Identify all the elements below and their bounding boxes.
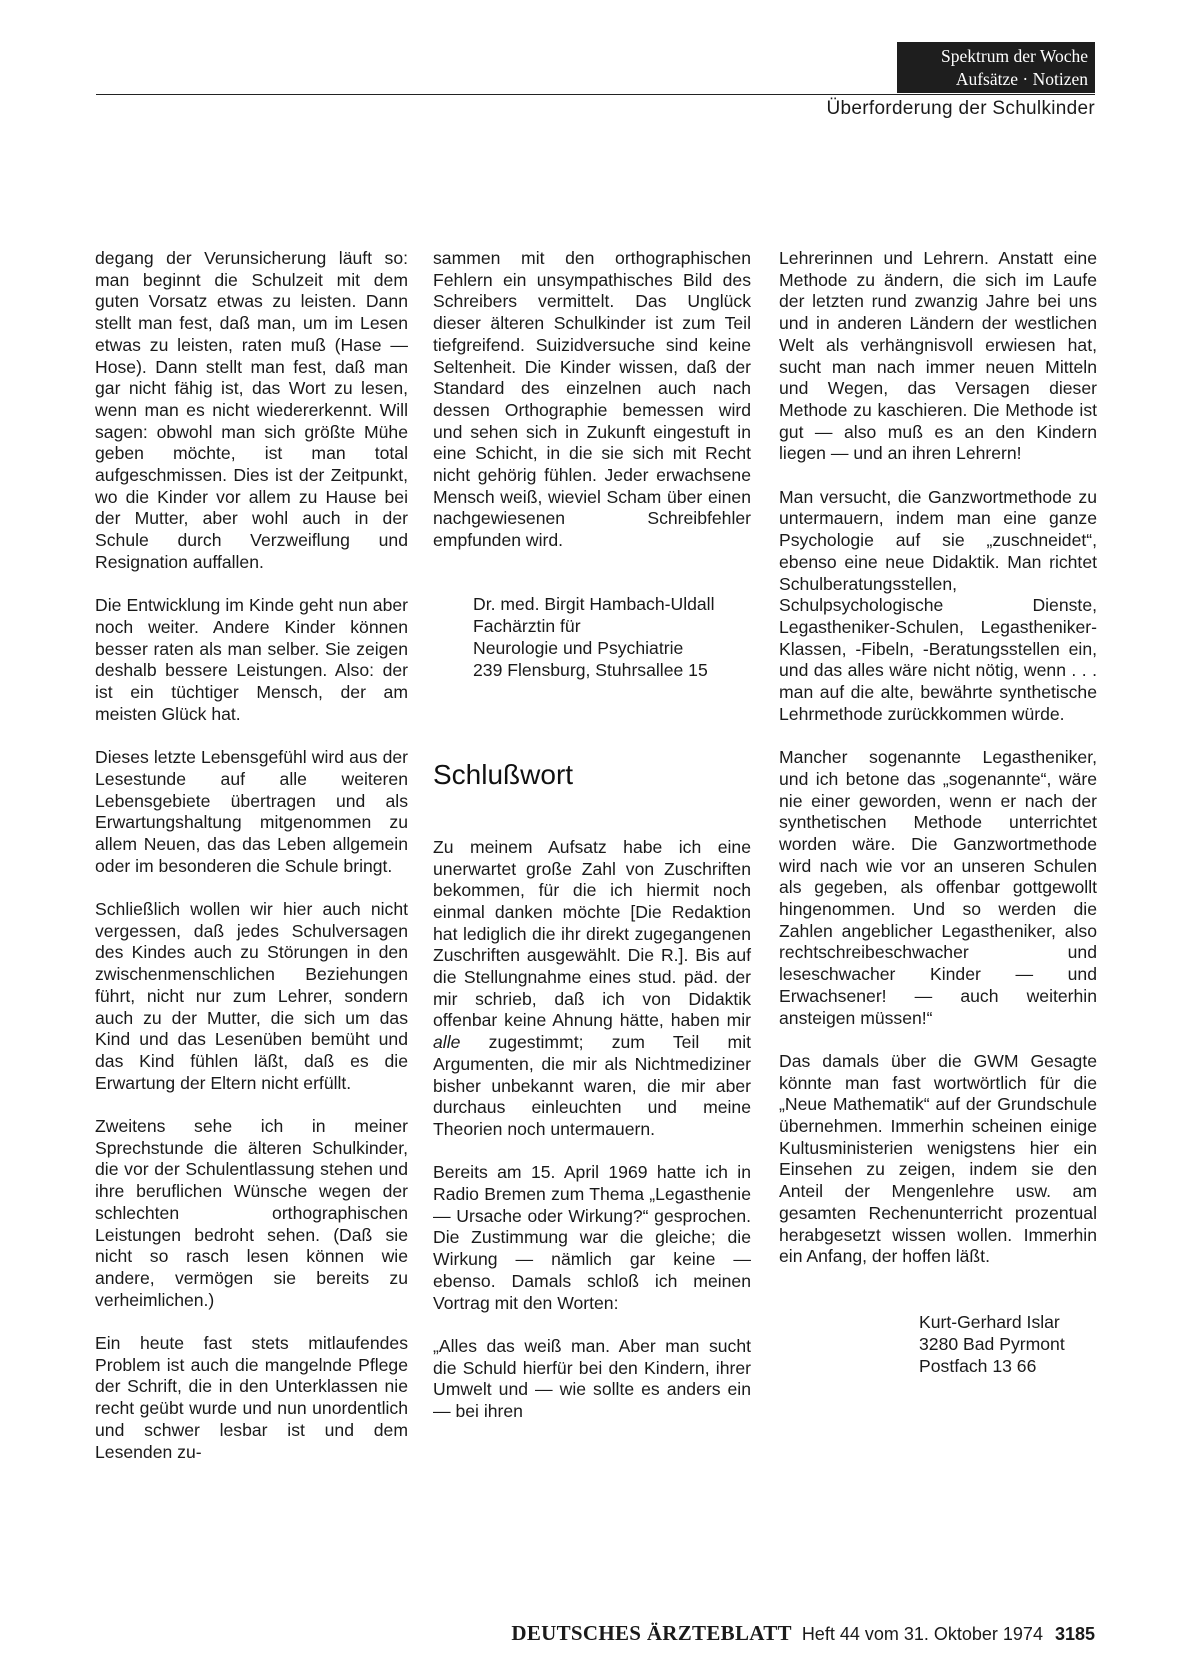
paragraph: Mancher sogenannte Legastheniker, und ich betone das „sogenannte“, wäre nie einer geworden, wenn er nach der synthetischen Methode unterrichtet worden wäre. Die Ganzwortmethode wird nach wie vor an unseren Schulen als gegeben, als offenbar gottgewollt hingenommen. Und so werden die Zahlen angeblicher Legastheniker, also rechtschreibeschwacher und leseschwacher Kinder — und Erwachsener! — auch weiterhin ansteigen müssen!“	[779, 747, 1097, 1028]
paragraph: Schließlich wollen wir hier auch nicht vergessen, daß jedes Schulversagen des Kindes auch zu Störungen in den zwischenmenschlichen Beziehungen führt, nicht nur zum Lehrer, sondern auch zu der Mutter, die sich um das Kind und das Lesenüben bemüht und das Kind fühlen läßt, daß es die Erwartung der Eltern nicht erfüllt.	[95, 899, 408, 1093]
author-city: 3280 Bad Pyrmont	[919, 1334, 1065, 1354]
issue-info: Heft 44 vom 31. Oktober 1974	[801, 1624, 1043, 1644]
paragraph	[433, 837, 751, 1141]
paragraph-text: zugestimmt; zum Teil mit Argumenten, die mir als Nichtmediziner bisher unbekannt waren, die mir aber durchaus einleuchten und meine Theorien noch untermauern.	[433, 1032, 751, 1139]
signature-title: Fachärztin für	[473, 615, 581, 636]
author-signature	[919, 1311, 1097, 1377]
header-rule	[96, 94, 1095, 95]
paragraph: Die Entwicklung im Kinde geht nun aber noch weiter. Andere Kinder können besser raten als man selber. Sie zeigen deshalb bessere Leistungen. Also: der ist ein tüchtiger Mensch, der am meisten Glück hat.	[95, 595, 408, 724]
paragraph: Ein heute fast stets mitlaufendes Problem ist auch die mangelnde Pflege der Schrift, die in den Unterklassen nie recht geübt wurde und nun unordentlich und schwer lesbar ist und dem Lesenden zu-	[95, 1333, 408, 1462]
journal-name: DEUTSCHES ÄRZTEBLATT	[511, 1621, 792, 1645]
emphasis-text: alle	[433, 1032, 461, 1053]
paragraph: Bereits am 15. April 1969 hatte ich in Radio Bremen zum Thema „Legasthenie — Ursache oder Wirkung?“ gesprochen. Die Zustimmung war die gleiche; die Wirkung — nämlich gar keine — ebenso. Damals schloß ich meinen Vortrag mit den Worten:	[433, 1162, 751, 1313]
section-badge	[897, 42, 1095, 93]
paragraph: Zweitens sehe ich in meiner Sprechstunde die älteren Schulkinder, die vor der Schulentlassung stehen und ihre beruflichen Wünsche wegen der schlechten orthographischen Leistungen bedroht sehen. (Daß sie nicht so rasch lesen können wie andere, vermögen sie bereits zu verheimlichen.)	[95, 1116, 408, 1310]
signature-address: 239 Flensburg, Stuhrsallee 15	[473, 659, 708, 680]
column-left	[95, 248, 408, 1485]
paragraph: Man versucht, die Ganzwortmethode zu untermauern, indem man eine ganze Psychologie auf sie „zuschneidet“, ebenso eine neue Didaktik. Man richtet Schulberatungsstellen, Schulpsychologische Dienste, Legastheniker-Schulen, Legastheniker-Klassen, -Fibeln, -Beratungsstellen ein, und das alles wäre nicht nötig, wenn . . . man auf die alte, bewährte synthetische Lehrmethode zurückkommen würde.	[779, 486, 1097, 724]
signature-name: Dr. med. Birgit Hambach-Uldall	[473, 593, 715, 614]
paragraph: Das damals über die GWM Gesagte könnte man fast wortwörtlich für die „Neue Mathematik“ auf der Grundschule übernehmen. Immerhin scheinen einige Kultusministerien wenigstens hier ein Einsehen zu zeigen, indem sie den Anteil der Mengenlehre usw. am gesamten Rechenunterricht prozentual herabgesetzt wissen wollen. Immerhin ein Anfang, der hoffen läßt.	[779, 1050, 1097, 1267]
section-sublabel: Aufsätze · Notizen	[955, 69, 1088, 89]
paragraph-text: Zu meinem Aufsatz habe ich eine unerwartet große Zahl von Zuschriften bekommen, für die ich hiermit noch einmal danken möchte [Die Redaktion hat lediglich die ihr direkt zugegangenen Zuschriften ausgewählt. Die R.]. Bis auf die Stellungnahme eines stud. päd. der mir schrieb, daß ich von Didaktik offenbar keine Ahnung hätte, haben mir	[433, 836, 751, 1031]
section-heading: Schlußwort	[433, 758, 574, 790]
article-subtitle: Überforderung der Schulkinder	[826, 98, 1095, 119]
page-footer	[511, 1621, 1095, 1646]
section-label: Spektrum der Woche	[941, 46, 1088, 66]
column-middle	[433, 248, 751, 1444]
column-right	[779, 248, 1097, 1377]
paragraph: Lehrerinnen und Lehrern. Anstatt eine Methode zu ändern, die sich im Laufe der letzten rund zwanzig Jahre bei uns und in anderen Ländern der westlichen Welt als verhängnisvoll erwiesen hat, sucht man nach immer neuen Mitteln und Wegen, das Versagen dieser Methode zu kaschieren. Die Methode ist gut — also muß es an den Kindern liegen — und an ihren Lehrern!	[779, 248, 1097, 464]
letter-signature	[473, 593, 751, 681]
signature-specialty: Neurologie und Psychiatrie	[473, 637, 684, 658]
paragraph: degang der Verunsicherung läuft so: man beginnt die Schulzeit mit dem guten Vorsatz etwas zu leisten. Dann stellt man fest, daß man, um im Lesen etwas zu leisten, raten muß (Hase — Hose). Dann stellt man fest, daß man gar nicht fähig ist, das Wort zu lesen, wenn man es nicht wiedererkennt. Will sagen: obwohl man sich größte Mühe geben möchte, ist man total aufgeschmissen. Dies ist der Zeitpunkt, wo die Kinder vor allem zu Hause bei der Mutter, aber wohl auch in der Schule durch Verzweiflung und Resignation auffallen.	[95, 248, 408, 572]
paragraph: Dieses letzte Lebensgefühl wird aus der Lesestunde auf alle weiteren Lebensgebiete übertragen und als Erwartungshaltung mitgenommen zu allem Neuen, das das Leben allgemein oder im besonderen die Schule bringt.	[95, 747, 408, 876]
paragraph: sammen mit den orthographischen Fehlern ein unsympathisches Bild des Schreibers vermittelt. Das Unglück dieser älteren Schulkinder ist zum Teil tiefgreifend. Suizidversuche sind keine Seltenheit. Die Kinder wissen, daß der Standard des einzelnen auch nach dessen Orthographie bemessen wird und sehen sich in Zukunft eingestuft in eine Schicht, in die sie sich mit Recht nicht gehörig fühlen. Jeder erwachsene Mensch weiß, wieviel Scham über einen nachgewiesenen Schreibfehler empfunden wird.	[433, 248, 751, 551]
page-number: 3185	[1054, 1624, 1095, 1644]
author-name: Kurt-Gerhard Islar	[919, 1312, 1060, 1332]
author-postbox: Postfach 13 66	[919, 1356, 1037, 1376]
paragraph: „Alles das weiß man. Aber man sucht die Schuld hierfür bei den Kindern, ihrer Umwelt und — wie sollte es anders ein — bei ihren	[433, 1335, 751, 1422]
